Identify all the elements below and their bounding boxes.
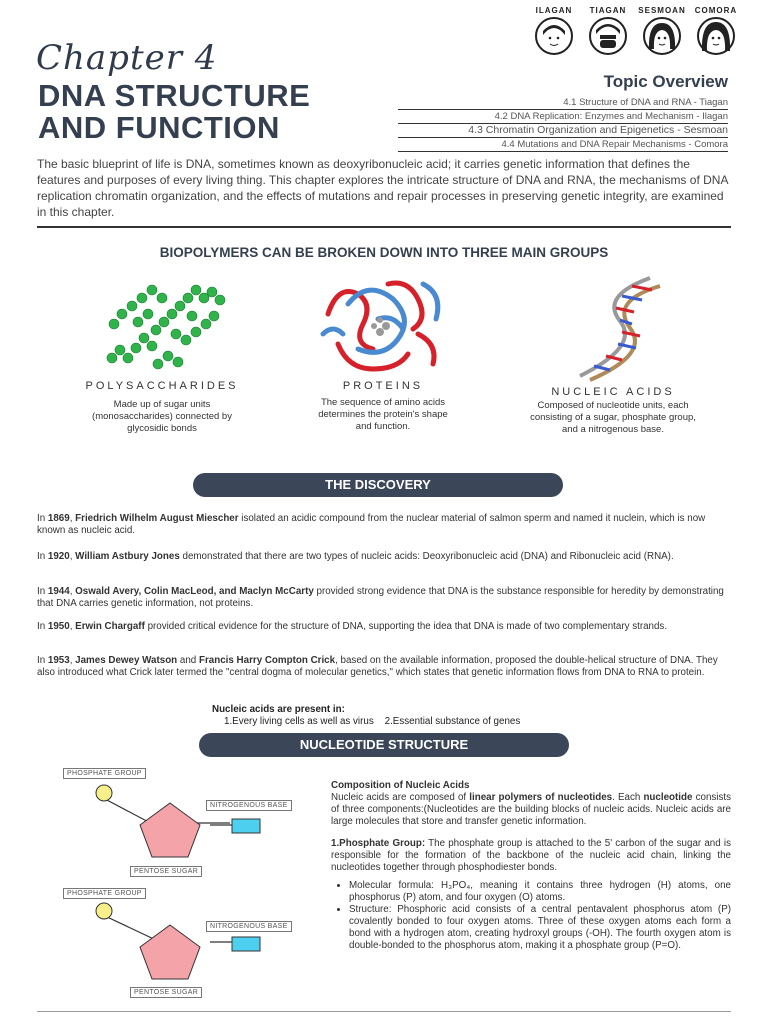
scientist-name: James Dewey Watson xyxy=(75,655,178,666)
list-item: • Structure: Phosphoric acid consists of a central pentavalent phosphorus atom (P) covalently bonded to four oxygen atoms. Three of these oxygen atoms each form a bond with a hydrogen atom, creating hydroxyl groups (-OH). The fourth oxygen atom is double-bonded to the phosphorus atom, making it a phosphate group (P=O). xyxy=(349,904,731,952)
phosphate-group-label: PHOSPHATE GROUP xyxy=(63,888,146,899)
discovery-entry-1869: In 1869, Friedrich Wilhelm August Miescher isolated an acidic compound from the nuclear material of salmon sperm and named it nuclein, which is now known as nucleic acid. xyxy=(37,513,706,536)
group-label-polysaccharides: POLYSACCHARIDES xyxy=(85,380,239,392)
face-icon xyxy=(535,17,573,55)
text: provided strong evidence that DNA is the substance responsible for heredity by demonstrating that DNA carries genetic information, not proteins. xyxy=(37,586,724,609)
year: 1950 xyxy=(47,621,70,632)
year: 1953 xyxy=(47,655,70,666)
present-item: 2.Essential substance of genes xyxy=(384,716,521,727)
polysaccharide-image xyxy=(92,278,232,378)
discovery-entry-1953: In 1953, James Dewey Watson and Francis Harry Compton Crick, based on the available information, proposed the double-helical structure of DNA. They also introduced what Crick later termed the "central dogma of molecular genetics," which states that genetic information flows from DNA to RNA to protein. xyxy=(37,655,718,678)
text: In xyxy=(37,621,48,632)
text: , based on the available information, proposed the double-helical structure of DNA. They also introduced what Crick later termed the "central dogma of molecular genetics," which states that genetic information flows from DNA to RNA to protein. xyxy=(37,655,718,678)
face-icon xyxy=(643,17,681,55)
face-mask-icon xyxy=(589,17,627,55)
avatar xyxy=(528,6,580,68)
phosphate-details-list xyxy=(331,880,731,952)
text: and xyxy=(177,655,199,666)
nitrogenous-base-label: NITROGENOUS BASE xyxy=(206,921,292,932)
present-item: 1.Every living cells as well as virus xyxy=(224,716,374,727)
author-avatars xyxy=(528,6,744,68)
text: In xyxy=(37,586,48,597)
scientist-name: Oswald Avery, Colin MacLeod, and Maclyn McCarty xyxy=(75,586,314,597)
title-line-1: DNA STRUCTURE xyxy=(38,78,311,113)
protein-image xyxy=(318,274,448,378)
topic-item: 4.2 DNA Replication: Enzymes and Mechanism - Ilagan xyxy=(398,110,728,124)
composition-title: Composition of Nucleic Acids xyxy=(331,780,470,791)
topic-item: 4.3 Chromatin Organization and Epigenetics - Sesmoan xyxy=(398,124,728,138)
phosphate-group-label: PHOSPHATE GROUP xyxy=(63,768,146,779)
composition-section xyxy=(331,780,731,952)
text: In xyxy=(37,551,48,562)
composition-paragraph xyxy=(331,792,731,828)
nucleotide-heading: NUCLEOTIDE STRUCTURE xyxy=(199,733,569,757)
author-name: COMORA xyxy=(694,6,738,15)
intro-paragraph: The basic blueprint of life is DNA, sometimes known as deoxyribonucleic acid; it carries genetic information that defines the features and purposes of every living thing. This chapter explores the intricate structure of DNA and RNA, the mechanisms of DNA replication chromatin organization, and the effects of mutations and repair processes in preserving genetic integrity, are examined in this chapter. xyxy=(37,157,728,219)
pentose-sugar-label: PENTOSE SUGAR xyxy=(130,866,202,877)
dna-helix-image xyxy=(560,276,670,382)
group-desc-polysaccharides: Made up of sugar units (monosaccharides) connected by glycosidic bonds xyxy=(92,399,232,434)
scientist-name: William Astbury Jones xyxy=(75,551,180,562)
group-desc-proteins: The sequence of amino acids determines the protein's shape and function. xyxy=(318,397,448,432)
scientist-name: Erwin Chargaff xyxy=(75,621,145,632)
topic-list xyxy=(398,96,728,152)
year: 1920 xyxy=(47,551,70,562)
discovery-entry-1944: In 1944, Oswald Avery, Colin MacLeod, and Maclyn McCarty provided strong evidence that DNA is the substance responsible for heredity by demonstrating that DNA carries genetic information, not proteins. xyxy=(37,586,724,609)
present-in-block xyxy=(212,704,520,728)
discovery-entry-1920: In 1920, William Astbury Jones demonstrated that there are two types of nucleic acids: Deoxyribonucleic acid (DNA) and Ribonucleic acid (RNA). xyxy=(37,551,674,562)
avatar xyxy=(690,6,742,68)
discovery-entry-1950: In 1950, Erwin Chargaff provided critical evidence for the structure of DNA, supporting the idea that DNA is made of two complementary strands. xyxy=(37,621,668,632)
group-desc-nucleic-acids: Composed of nucleotide units, each consisting of a sugar, phosphate group, and a nitrogenous base. xyxy=(530,400,696,435)
author-name: TIAGAN xyxy=(589,6,627,15)
emphasis: nucleotide xyxy=(643,792,693,803)
present-in-title: Nucleic acids are present in: xyxy=(212,704,345,715)
author-name: ILAGAN xyxy=(535,6,573,15)
text: consists of three components:(Nucleotides are the building blocks of nucleic acids. Nucleic acids are large molecules that store and transfer genetic information. xyxy=(331,792,731,827)
text: In xyxy=(37,513,48,524)
year: 1869 xyxy=(47,513,70,524)
phosphate-group-paragraph xyxy=(331,838,731,874)
page-title xyxy=(38,80,310,144)
text: Nucleic acids are composed of xyxy=(331,792,470,803)
text: In xyxy=(37,655,48,666)
group-label-nucleic-acids: NUCLEIC ACIDS xyxy=(551,386,675,398)
text: provided critical evidence for the structure of DNA, supporting the idea that DNA is made of two complementary strands. xyxy=(144,621,668,632)
text: . Each xyxy=(612,792,644,803)
emphasis: 1.Phosphate Group: xyxy=(331,838,426,849)
author-name: SESMOAN xyxy=(638,6,686,15)
bottom-divider xyxy=(37,1011,731,1012)
topic-overview-title: Topic Overview xyxy=(603,72,728,91)
pentose-sugar-label: PENTOSE SUGAR xyxy=(130,987,202,998)
text: isolated an acidic compound from the nuclear material of salmon sperm and named it nuclein, which is now known as nucleic acid. xyxy=(37,513,706,536)
avatar xyxy=(582,6,634,68)
nitrogenous-base-label: NITROGENOUS BASE xyxy=(206,800,292,811)
list-item: • Molecular formula: H₃PO₄, meaning it contains three hydrogen (H) atoms, one phosphorus (P) atom, and four oxygen (O) atoms. xyxy=(349,880,731,904)
discovery-heading: THE DISCOVERY xyxy=(193,473,563,497)
scientist-name: Friedrich Wilhelm August Miescher xyxy=(75,513,239,524)
present-in-items xyxy=(224,716,520,728)
title-line-2: AND FUNCTION xyxy=(38,110,280,145)
year: 1944 xyxy=(47,586,70,597)
text: The phosphate group is attached to the 5' carbon of the sugar and is responsible for the formation of the backbone of the nucleic acid chain, linking the nucleotides together through phosphodiester bonds. xyxy=(331,838,731,873)
scientist-name: Francis Harry Compton Crick xyxy=(198,655,336,666)
text: demonstrated that there are two types of nucleic acids: Deoxyribonucleic acid (DNA) and Ribonucleic acid (RNA). xyxy=(179,551,674,562)
biopolymers-heading: BIOPOLYMERS CAN BE BROKEN DOWN INTO THREE MAIN GROUPS xyxy=(159,245,609,260)
chapter-label: Chapter 4 xyxy=(36,38,218,78)
topic-item: 4.4 Mutations and DNA Repair Mechanisms - Comora xyxy=(398,138,728,152)
nucleotide-diagram xyxy=(60,765,320,1005)
emphasis: linear polymers of nucleotides xyxy=(469,792,613,803)
face-hijab-icon xyxy=(697,17,735,55)
topic-item: 4.1 Structure of DNA and RNA - Tiagan xyxy=(398,96,728,110)
group-label-proteins: PROTEINS xyxy=(342,380,424,392)
divider xyxy=(37,226,731,228)
avatar xyxy=(636,6,688,68)
